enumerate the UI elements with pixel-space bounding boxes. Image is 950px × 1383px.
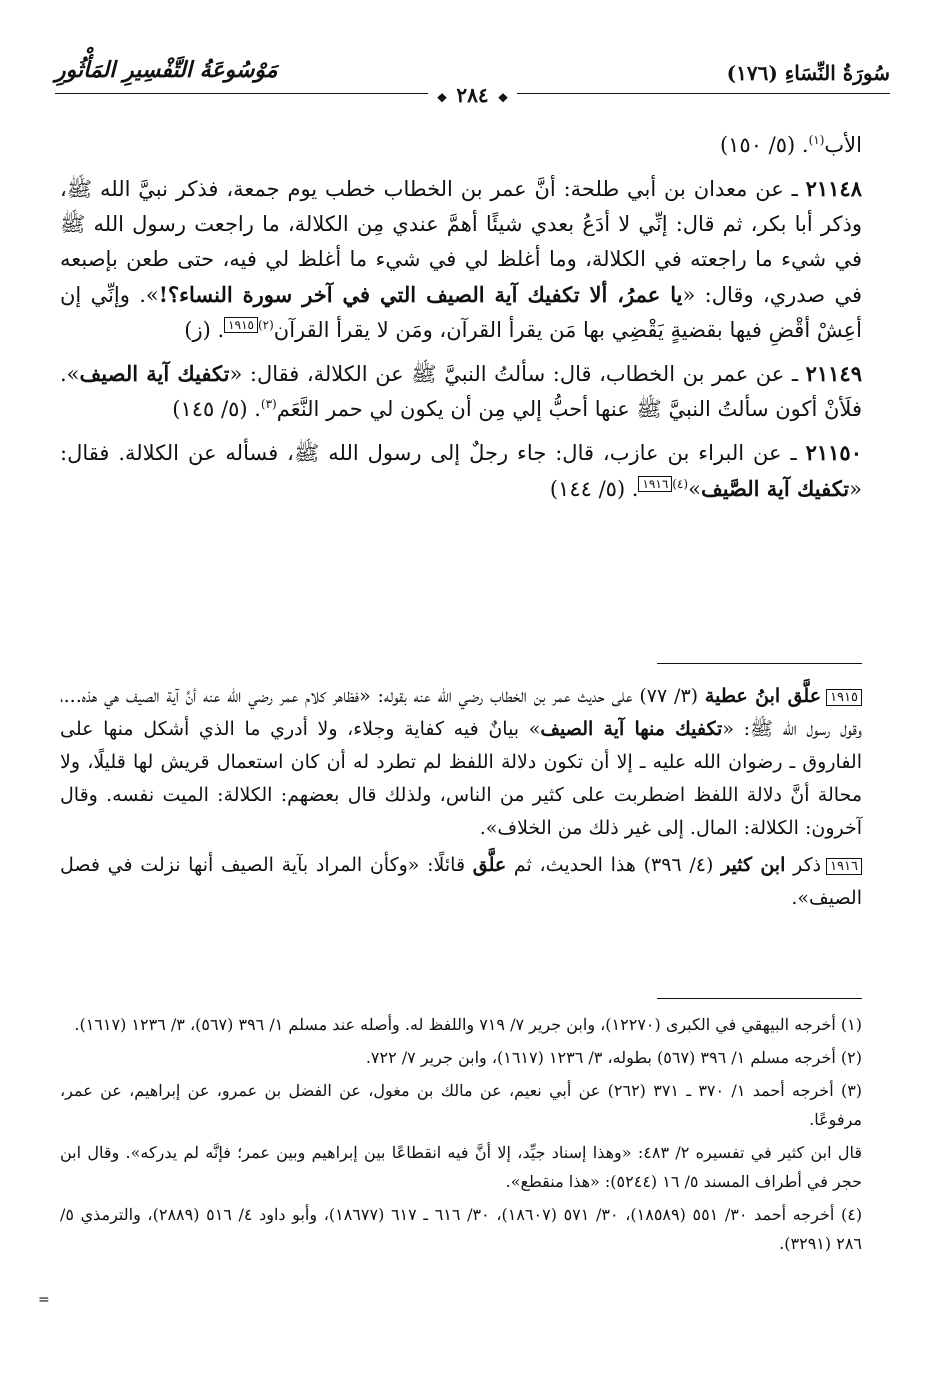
ornament-left-icon: ❖ [434,91,451,105]
surah-title: سُورَةُ النِّسَاءِ (١٧٦) [726,61,890,85]
bold-quote: تكفيك آية الصَّيف [700,476,850,501]
footnote-marker[interactable]: (١) [808,133,825,147]
commentary-1915: ١٩١٥علَّق ابنُ عطية (٣/ ٧٧) على حديث عمر بن الخطاب رضي الله عنه بقوله: «فظاهر كلام عمر رضي الله عنه أنَّ آية الصيف هي هذه...، وقول رسول الله ﷺ: «تكفيك منها آية الصيف» بيانٌ فيه كفاية وجلاء، ولا أدري ما الذي أشكل منها على الفاروق ـ رضوان الله عليه ـ إلا أن تكون دلالة اللفظ لم تطرد له أن كان استعمال قريش لها قليلًا، ولا محالة أنَّ دلالة اللفظ اضطربت على كثير من الناس، ولذلك قال بعضهم: الكلالة: الميت نفسه. وقال آخرون: الكلالة: المال. إلى غير ذلك من الخلاف». [60,685,863,839]
footnotes-divider [657,998,862,999]
margin-mark: = [38,1292,50,1308]
page-header [55,55,890,117]
commentary-ref-box[interactable]: ١٩١٥ [224,317,258,333]
ornament-right-icon: ❖ [495,91,512,105]
commentary-1916: ١٩١٦ذكر ابن كثير (٤/ ٣٩٦) هذا الحديث، ثم علَّق قائلًا: «وكأن المراد بآية الصيف أنها نزلت في فصل الصيف». [60,854,862,909]
footnote-2: (٢) أخرجه مسلم ١/ ٣٩٦ (٥٦٧) بطوله، ٣/ ١٢٣٦ (١٦١٧)، وابن جرير ٧/ ٧٢٢. [365,1048,862,1067]
page-number-band [55,83,890,107]
commentary-section [60,680,862,919]
footnote-marker[interactable]: (٢) [257,318,274,332]
footnotes-section [60,1010,862,1262]
commentary-divider [657,663,862,664]
hadith-number: ٢١١٥٠ [805,440,862,465]
page-number: ٢٨٤ [450,83,494,107]
hadith-number: ٢١١٤٩ [805,361,862,386]
main-text [60,128,862,515]
commentary-number-box: ١٩١٥ [826,689,862,706]
commentary-ref-box[interactable]: ١٩١٦ [638,476,672,492]
footnote-marker[interactable]: (٣) [260,397,277,411]
hadith-21148: ٢١١٤٨ ـ عن معدان بن أبي طلحة: أنَّ عمر بن الخطاب خطب يوم جمعة، فذكر نبيَّ الله ﷺ، وذكر أبا بكر، ثم قال: إنِّي لا أدَعُ بعدي شيئًا أهمَّ عندي مِن الكلالة، ما راجعت رسول الله ﷺ في شيء ما راجعته في الكلالة، وما أغلظ لي في شيء ما أغلظ لي فيه، حتى طعن بإصبعه في صدري، وقال: «يا عمرُ، ألا تكفيك آية الصيف التي في آخر سورة النساء؟!». وإنِّي إن أعِشْ أقْضِ فيها بقضيةٍ يَقْضِي بها مَن يقرأ القرآن، ومَن لا يقرأ القرآن$^{(٢)}$١٩١٥. (ز) [60,176,862,342]
bold-quote: يا عمرُ، ألا تكفيك آية الصيف التي في آخر سورة النساء؟! [158,282,683,307]
footnote-4: (٤) أخرجه أحمد ٣٠/ ٥٥١ (١٨٥٨٩)، ٣٠/ ٥٧١ (١٨٦٠٧)، ٣٠/ ٦١٦ ـ ٦١٧ (١٨٦٧٧)، وأبو داود ٤/ ٥١٦ (٢٨٨٩)، والترمذي ٥/ ٢٨٦ (٣٢٩١). [60,1205,863,1253]
footnote-3-continued: قال ابن كثير في تفسيره ٢/ ٤٨٣: «وهذا إسناد جيِّد، إلا أنَّ فيه انقطاعًا بين إبراهيم وبين عمر؛ فإنَّه لم يدركه». وقال ابن حجر في أطراف المسند ٥/ ١٦ (٥٢٤٤): «هذا منقطع». [60,1143,862,1191]
bold-quote: تكفيك آية الصيف [79,361,230,386]
book-title: مَوْسُوعَةُ التَّفْسِيرِ المَأْثُورِ [55,57,278,83]
footnote-3: (٣) أخرجه أحمد ١/ ٣٧٠ ـ ٣٧١ (٢٦٢) عن أبي نعيم، عن مالك بن مغول، عن الفضل بن عمرو، عن إبراهيم، عن عمر، مرفوعًا. [60,1081,863,1129]
commentary-number-box: ١٩١٦ [826,858,862,875]
footnote-marker[interactable]: (٤) [672,477,689,491]
hadith-number: ٢١١٤٨ [805,176,862,201]
hadith-21149: ٢١١٤٩ ـ عن عمر بن الخطاب، قال: سألتُ النبيَّ ﷺ عن الكلالة، فقال: «تكفيك آية الصيف». فلَأنْ أكون سألتُ النبيَّ ﷺ عنها أحبُّ إلي مِن أن يكون لي حمر النَّعَم$^{(٣)}$. (٥/ ١٤٥) [60,361,862,421]
hadith-21150: ٢١١٥٠ ـ عن البراء بن عازب، قال: جاء رجلٌ إلى رسول الله ﷺ، فسأله عن الكلالة. فقال: «تكفيك آية الصَّيف»$^{(٤)}$١٩١٦. (٥/ ١٤٤) [60,440,862,501]
paragraph-continuation: الأب$^{(١)}$. (٥/ ١٥٠) [719,133,862,157]
footnote-1: (١) أخرجه البيهقي في الكبرى (١٢٢٧٠)، وابن جرير ٧/ ٧١٩ واللفظ له. وأصله عند مسلم ١/ ٣٩٦ (٥٦٧)، ٣/ ١٢٣٦ (١٦١٧). [74,1015,862,1034]
